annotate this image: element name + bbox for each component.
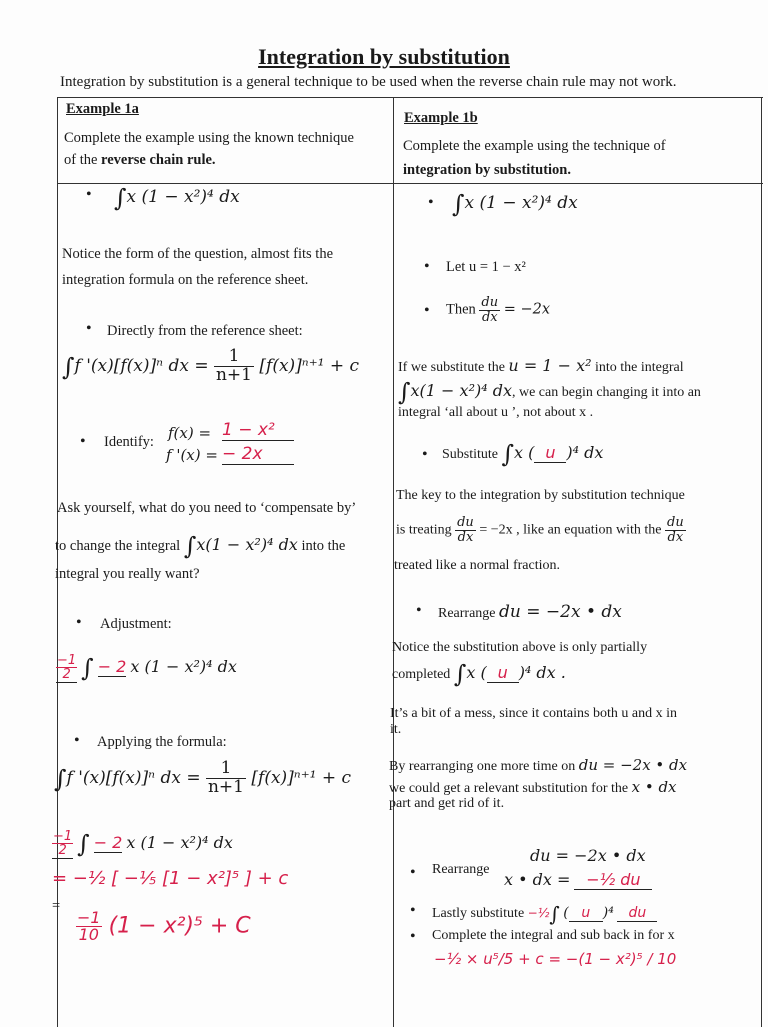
example-1b-integral: ∫x (1 − x²)⁴ dx — [452, 190, 578, 218]
example-1a-desc-line2: of the reverse chain rule. — [64, 152, 216, 168]
key-line1: The key to the integration by substitution technique — [396, 488, 685, 503]
bullet: • — [424, 302, 430, 319]
notice-right-line2: completed ∫x ( u )⁴ dx . — [392, 660, 566, 688]
key-line2: is treating $\frac{du}{dx}$ = −2x , like an equation with the $\frac{du}{dx}$ — [396, 515, 684, 545]
working-step-1: $\frac{-1}{2}$ ∫ − 2 x (1 − x²)⁴ dx — [53, 829, 233, 859]
ask-line3: integral you really want? — [55, 566, 200, 582]
bullet: • — [86, 320, 92, 337]
example-1a-desc-line1: Complete the example using the known technique — [64, 130, 354, 146]
working-step-3-equals: = — [52, 898, 61, 914]
bullet: • — [416, 602, 422, 619]
by-line3: part and get rid of it. — [389, 796, 505, 811]
if-line1: If we substitute the u = 1 − x² into the integral — [398, 356, 684, 375]
final-answer: −½ × u⁵/5 + c = −(1 − x²)⁵ / 10 — [434, 950, 677, 968]
fpx-label: f '(x) = — [166, 446, 218, 464]
fx-label: f(x) = — [168, 424, 212, 442]
bullet: • — [86, 186, 92, 203]
rearrange-2-label: Rearrange — [432, 862, 490, 877]
mess-line2: it. — [390, 722, 402, 737]
complete-statement: Complete the integral and sub back in for x — [432, 928, 675, 943]
bullet: • — [410, 928, 416, 945]
applying-label: Applying the formula: — [97, 734, 227, 750]
rearrange-1: Rearrange du = −2x • dx — [438, 602, 622, 622]
equation-top: du = −2x • dx — [530, 846, 646, 865]
bullet: • — [74, 732, 80, 749]
adjustment-expression: $\frac{-1}{2}$ ∫ − 2 x (1 − x²)⁴ dx — [57, 653, 237, 683]
bullet: • — [410, 864, 416, 881]
intro-text: Integration by substitution is a general technique to be used when the reverse chain rule may not work. — [60, 74, 677, 90]
lastly-statement: Lastly substitute −½∫ ( u )⁴ du — [432, 902, 657, 926]
let-statement: Let u = 1 − x² — [446, 259, 526, 275]
bullet: • — [410, 902, 416, 919]
if-line3: integral ‘all about u ’, not about x . — [398, 405, 594, 420]
working-step-3: $\frac{-1}{10}$ (1 − x²)⁵ + C — [77, 908, 251, 944]
fpx-answer: − 2x — [222, 444, 294, 465]
working-step-2: = −½ [ −⅕ [1 − x²]⁵ ] + c — [52, 868, 289, 889]
bullet: • — [80, 433, 86, 450]
identify-label: Identify: — [104, 434, 154, 450]
if-line2: ∫x(1 − x²)⁴ dx, we can begin changing it into an — [398, 378, 701, 406]
bullet: • — [424, 258, 430, 275]
fx-answer: 1 − x² — [222, 420, 294, 441]
then-statement: Then $\frac{du}{dx}$ = −2x — [446, 295, 551, 325]
ask-line1: Ask yourself, what do you need to ‘compensate by’ — [57, 500, 357, 516]
substitute-statement: Substitute ∫x ( u )⁴ dx — [442, 440, 604, 468]
example-1b-desc-line1: Complete the example using the technique of — [403, 138, 666, 154]
directly-text: Directly from the reference sheet: — [107, 323, 303, 339]
reference-formula-1: ∫f '(x)[f(x)]ⁿ dx = $\frac{1}{n+1}$ [f(x)]ⁿ⁺¹ + c — [62, 346, 360, 385]
page-title: Integration by substitution — [258, 44, 510, 69]
by-line2: we could get a relevant substitution for the x • dx — [389, 778, 677, 796]
adjustment-label: Adjustment: — [100, 616, 172, 632]
example-1b-heading: Example 1b — [404, 110, 478, 126]
rearrange-2-expression: x • dx = −½ du — [504, 870, 652, 890]
notice-line1: Notice the form of the question, almost fits the — [62, 246, 334, 262]
notice-right-line1: Notice the substitution above is only partially — [392, 640, 648, 655]
reference-formula-2: ∫f '(x)[f(x)]ⁿ dx = $\frac{1}{n+1}$ [f(x)]ⁿ⁺¹ + c — [54, 758, 352, 797]
ask-line2: to change the integral ∫x(1 − x²)⁴ dx into the — [55, 532, 346, 560]
notice-line2: integration formula on the reference sheet. — [62, 272, 309, 288]
bullet: • — [76, 614, 82, 631]
by-line1: By rearranging one more time on du = −2x • dx — [389, 756, 688, 774]
bullet: • — [428, 194, 434, 211]
example-1b-desc-line2: integration by substitution. — [403, 162, 571, 178]
example-1a-heading: Example 1a — [66, 101, 139, 117]
key-line3: treated like a normal fraction. — [394, 558, 560, 573]
example-1a-integral: ∫x (1 − x²)⁴ dx — [114, 184, 240, 212]
bullet: • — [422, 446, 428, 463]
mess-line1: It’s a bit of a mess, since it contains both u and x in — [390, 706, 677, 721]
